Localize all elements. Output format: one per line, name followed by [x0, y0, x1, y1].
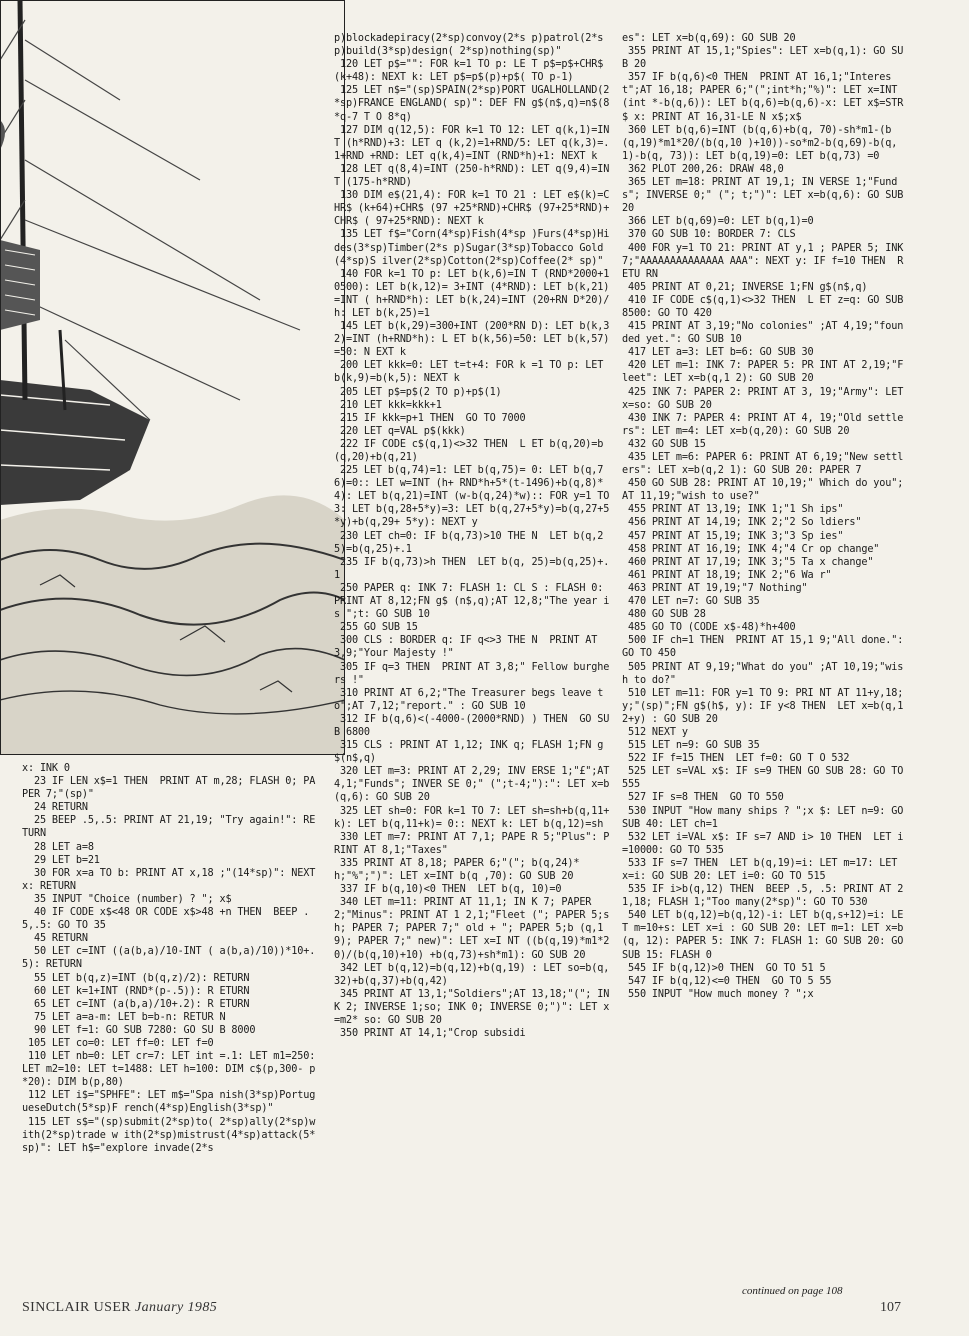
code-column-1: x: INK 0 23 IF LEN x$=1 THEN PRINT AT m,28; FLASH 0; PAPER 7;"(sp)" 24 RETURN 25 BEEP .5,.5: PRINT AT 21,19; "Try again!": RETURN 28 LET a=8 29 LET b=21 30 FOR x=a TO b: PRINT AT x,18 ;"(14*sp)": NEXT x: RETURN 35 INPUT "Choice (number) ? "; x$ 40 IF CODE x$<48 OR CODE x$>48 +n THEN BEEP .5,.5: GO TO 35 45 RETURN 50 LET c=INT ((a(b,a)/10-INT ( a(b,a)/10))*10+.5): RETURN 55 LET b(q,z)=INT (b(q,z)/2): RETURN 60 LET k=1+INT (RND*(p-.5)): R ETURN 65 LET c=INT (a(b,a)/10+.2): R ETURN 75 LET a=a-m: LET b=b-n: RETUR N 90 LET f=1: GO SUB 7280: GO SU B 8000 105 LET co=0: LET ff=0: LET f=0 110 LET nb=0: LET cr=7: LET int =.1: LET m1=250: LET m2=10: LET t=1488: LET h=100: DIM c$(p,300- p*20): DIM b(p,80) 112 LET i$="SPHFE": LET m$="Spa nish(3*sp)PortugueseDutch(5*sp)F rench(4*sp)English(3*sp)" 115 LET s$="(sp)submit(2*sp)to( 2*sp)ally(2*sp)with(2*sp)trade w ith(2*sp)mistrust(4*sp)attack(5* sp)": LET h$="explore invade(2*s — [22, 763, 316, 1154]
page-number: 107 — [880, 1300, 901, 1315]
code-column-3: es": LET x=b(q,69): GO SUB 20 355 PRINT AT 15,1;"Spies": LET x=b(q,1): GO SUB 20 357 IF b(q,6)<0 THEN PRINT AT 16,1;"Interest";AT 16,18; PAPER 6;"(";int*h;"%)": LET x=INT (int *-b(q,6)): LET b(q,6)=b(q,6)-x: LET x$=STR$ x: PRINT AT 16,31-LE N x$;x$ 360 LET b(q,6)=INT (b(q,6)+b(q, 70)-sh*m1-(b(q,19)*m1*20/(b(q,10 )+10))-so*m2-b(q,69)-b(q,1)-b(q, 73)): LET b(q,19)=0: LET b(q,73) =0 362 PLOT 200,26: DRAW 48,0 365 LET m=18: PRINT AT 19,1; IN VERSE 1;"Funds"; INVERSE 0;" ("; t;")": LET x=b(q,6): GO SUB 20 366 LET b(q,69)=0: LET b(q,1)=0 370 GO SUB 10: BORDER 7: CLS 400 FOR y=1 TO 21: PRINT AT y,1 ; PAPER 5; INK 7;"AAAAAAAAAAAAAA AAA": NEXT y: IF f=10 THEN RETU RN 405 PRINT AT 0,21; INVERSE 1;FN g$(n$,q) 410 IF CODE c$(q,1)<>32 THEN L ET z=q: GO SUB 8500: GO TO 420 415 PRINT AT 3,19;"No colonies" ;AT 4,19;"founded yet.": GO SUB 10 417 LET a=3: LET b=6: GO SUB 30 420 LET m=1: INK 7: PAPER 5: PR INT AT 2,19;"Fleet": LET x=b(q,1 2): GO SUB 20 425 INK 7: PAPER 2: PRINT AT 3, 19;"Army": LET x=so: GO SUB 20 430 INK 7: PAPER 4: PRINT AT 4, 19;"Old settlers": LET m=4: LET x=b(q,20): GO SUB 20 432 GO SUB 15 435 LET m=6: PAPER 6: PRINT AT 6,19;"New settlers": LET x=b(q,2 1): GO SUB 20: PAPER 7 450 GO SUB 28: PRINT AT 10,19;" Which do you";AT 11,19;"wish to use?" 455 PRINT AT 13,19; INK 1;"1 Sh ips" 456 PRINT AT 14,19; INK 2;"2 So ldiers" 457 PRINT AT 15,19; INK 3;"3 Sp ies" 458 PRINT AT 16,19; INK 4;"4 Cr op change" 460 PRINT AT 17,19; INK 3;"5 Ta x change" 461 PRINT AT 18,19; INK 2;"6 Wa r" 463 PRINT AT 19,19;"7 Nothing" 470 LET n=7: GO SUB 35 480 GO SUB 28 485 GO TO (CODE x$-48)*h+400 500 IF ch=1 THEN PRINT AT 15,1 9;"All done.": GO TO 450 505 PRINT AT 9,19;"What do you" ;AT 10,19;"wish to do?" 510 LET m=11: FOR y=1 TO 9: PRI NT AT 11+y,18;y;"(sp)";FN g$(h$, y): IF y<8 THEN LET x=b(q,12+y) : GO SUB 20 512 NEXT y 515 LET n=9: GO SUB 35 522 IF f=15 THEN LET f=0: GO T O 532 525 LET s=VAL x$: IF s=9 THEN GO SUB 28: GO TO 555 527 IF s=8 THEN GO TO 550 530 INPUT "How many ships ? ";x $: LET n=9: GO SUB 40: LET ch=1 532 LET i=VAL x$: IF s=7 AND i> 10 THEN LET i=10000: GO TO 535 533 IF s=7 THEN LET b(q,19)=i: LET m=17: LET x=i: GO SUB 20: LET i=0: GO TO 515 535 IF i>b(q,12) THEN BEEP .5, .5: PRINT AT 21,18; FLASH 1;"Too many(2*sp)": GO TO 530 540 LET b(q,12)=b(q,12)-i: LET b(q,s+12)=i: LET m=10+s: LET x=i : GO SUB 20: LET m=1: LET x=b(q, 12): PAPER 5: INK 7: FLASH 1: GO SUB 20: GO SUB 15: FLASH 0 545 IF b(q,12)>0 THEN GO TO 51 5 547 IF b(q,12)<=0 THEN GO TO 5 55 550 INPUT "How much money ? ";x — [622, 33, 904, 1000]
code-column-2: p)blockadepiracy(2*sp)convoy(2*s p)patrol(2*sp)build(3*sp)design( 2*sp)nothing(sp)" 120 LET p$="": FOR k=1 TO p: LE T p$=p$+CHR$ (k+48): NEXT k: LET p$=p$(p)+p$( TO p-1) 125 LET n$="(sp)SPAIN(2*sp)PORT UGALHOLLAND(2*sp)FRANCE ENGLAND( sp)": DEF FN g$(n$,q)=n$(8*q-7 T O 8*q) 127 DIM q(12,5): FOR k=1 TO 12: LET q(k,1)=INT (h*RND)+3: LET q (k,2)=1+RND/5: LET q(k,3)=.1+RND +RND: LET q(k,4)=INT (RND*h)+1: NEXT k 128 LET q(8,4)=INT (250-h*RND): LET q(9,4)=INT (175-h*RND) 130 DIM e$(21,4): FOR k=1 TO 21 : LET e$(k)=CHR$ (k+64)+CHR$ (97 +25*RND)+CHR$ (97+25*RND)+CHR$ ( 97+25*RND): NEXT k 135 LET f$="Corn(4*sp)Fish(4*sp )Furs(4*sp)Hides(3*sp)Timber(2*s p)Sugar(3*sp)Tobacco Gold(4*sp)S ilver(2*sp)Cotton(2*sp)Coffee(2* sp)" 140 FOR k=1 TO p: LET b(k,6)=IN T (RND*2000+10500): LET b(k,12)= 3+INT (4*RND): LET b(k,21)=INT ( h+RND*h): LET b(k,24)=INT (20+RN D*20)/h: LET b(k,25)=1 145 LET b(k,29)=300+INT (200*RN D): LET b(k,32)=INT (h+RND*h): L ET b(k,56)=50: LET b(k,57)=50: N EXT k 200 LET kkk=0: LET t=t+4: FOR k =1 TO p: LET b(k,9)=b(k,5): NEXT k 205 LET p$=p$(2 TO p)+p$(1) 210 LET kkk=kkk+1 215 IF kkk=p+1 THEN GO TO 7000 220 LET q=VAL p$(kkk) 222 IF CODE c$(q,1)<>32 THEN L ET b(q,20)=b(q,20)+b(q,21) 225 LET b(q,74)=1: LET b(q,75)= 0: LET b(q,76)=0:: LET w=INT (h+ RND*h+5*(t-1496)+b(q,8)*4): LET b(q,21)=INT (w-b(q,24)*w):: FOR y=1 TO 3: LET b(q,28+5*y)=3: LET b(q,27+5*y)=b(q,27+5*y)+b(q,29+ 5*y): NEXT y 230 LET ch=0: IF b(q,73)>10 THE N LET b(q,25)=b(q,25)+.1 235 IF b(q,73)>h THEN LET b(q, 25)=b(q,25)+.1 250 PAPER q: INK 7: FLASH 1: CL S : FLASH 0: PRINT AT 8,12;FN g$ (n$,q);AT 12,8;"The year is ";t: GO SUB 10 255 GO SUB 15 300 CLS : BORDER q: IF q<>3 THE N PRINT AT 3,9;"Your Majesty !" 305 IF q=3 THEN PRINT AT 3,8;" Fellow burghers !" 310 PRINT AT 6,2;"The Treasurer begs leave to";AT 7,12;"report." : GO SUB 10 312 IF b(q,6)<(-4000-(2000*RND) ) THEN GO SUB 6800 315 CLS : PRINT AT 1,12; INK q; FLASH 1;FN g$(n$,q) 320 LET m=3: PRINT AT 2,29; INV ERSE 1;"£";AT 4,1;"Funds"; INVER SE 0;" (";t-4;"):": LET x=b(q,6): GO SUB 20 325 LET sh=0: FOR k=1 TO 7: LET sh=sh+b(q,11+k): LET b(q,11+k)= 0:: NEXT k: LET b(q,12)=sh 330 LET m=7: PRINT AT 7,1; PAPE R 5;"Plus": PRINT AT 8,1;"Taxes" 335 PRINT AT 8,18; PAPER 6;"("; b(q,24)*h;"%";")": LET x=INT b(q ,70): GO SUB 20 337 IF b(q,10)<0 THEN LET b(q, 10)=0 340 LET m=11: PRINT AT 11,1; IN K 7; PAPER 2;"Minus": PRINT AT 1 2,1;"Fleet ("; PAPER 5;sh; PAPER 7; PAPER 7;" old + "; PAPER 5;b (q,19); PAPER 7;" new)": LET x=I NT ((b(q,19)*m1*20)/(b(q,10)+10) +b(q,73)+sh*m1): GO SUB 20 342 LET b(q,12)=b(q,12)+b(q,19) : LET so=b(q,32)+b(q,37)+b(q,42) 345 PRINT AT 13,1;"Soldiers";AT 13,18;"("; INK 2; INVERSE 1;so; INK 0; INVERSE 0;")": LET x=m2* so: GO SUB 20 350 PRINT AT 14,1;"Crop subsidi — [334, 33, 610, 1040]
continued-note: continued on page 108 — [742, 1285, 843, 1297]
issue-date: January 1985 — [134, 1300, 218, 1315]
magazine-name: SINCLAIR USER — [22, 1300, 132, 1315]
footer-masthead — [22, 1300, 217, 1316]
galleon-illustration — [0, 0, 345, 755]
